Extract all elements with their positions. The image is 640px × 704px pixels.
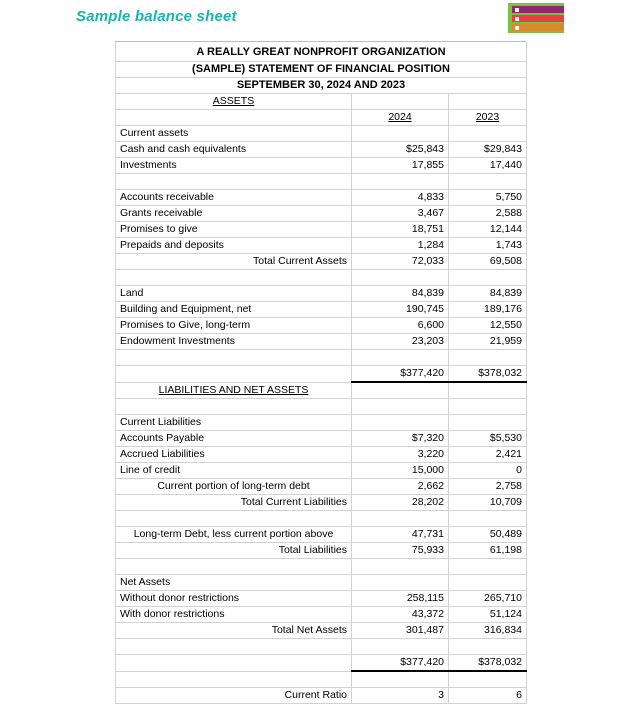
empty-cell xyxy=(449,382,527,399)
table-row xyxy=(116,222,527,238)
cell-2023: 2,758 xyxy=(449,479,527,495)
cell-2024: 2,662 xyxy=(352,479,449,495)
column-header-2023-text: 2023 xyxy=(475,111,500,123)
cell-2023: 316,834 xyxy=(449,623,527,639)
logo-dot-icon xyxy=(515,17,519,21)
table-row xyxy=(116,623,527,639)
cell-2024: 43,372 xyxy=(352,607,449,623)
column-header-2024 xyxy=(352,110,449,126)
table-row xyxy=(116,142,527,158)
row-label: Prepaids and deposits xyxy=(116,238,352,254)
section-label-liabilities xyxy=(116,382,352,399)
row-label: Without donor restrictions xyxy=(116,591,352,607)
cell-2024: $377,420 xyxy=(352,366,449,383)
table-row xyxy=(116,334,527,350)
row-label: Current Ratio xyxy=(116,688,352,704)
cell-2023: 51,124 xyxy=(449,607,527,623)
statement-heading-row-1 xyxy=(116,42,527,62)
cell-2024 xyxy=(352,415,449,431)
logo-bar-red xyxy=(512,15,564,22)
cell-2023: 1,743 xyxy=(449,238,527,254)
table-row xyxy=(116,671,527,688)
logo-bars xyxy=(512,6,564,33)
year-header-row xyxy=(116,110,527,126)
table-row xyxy=(116,399,527,415)
cell-2023: 21,959 xyxy=(449,334,527,350)
row-label: Investments xyxy=(116,158,352,174)
cell-2024: 84,839 xyxy=(352,286,449,302)
table-row xyxy=(116,511,527,527)
table-row xyxy=(116,286,527,302)
table-row xyxy=(116,543,527,559)
cell-2023: 6 xyxy=(449,688,527,704)
cell-2023 xyxy=(449,639,527,655)
table-row xyxy=(116,158,527,174)
row-label xyxy=(116,399,352,415)
table-row xyxy=(116,318,527,334)
cell-2024 xyxy=(352,399,449,415)
cell-2024 xyxy=(352,174,449,190)
cell-2024: $25,843 xyxy=(352,142,449,158)
cell-2024 xyxy=(352,350,449,366)
table-row xyxy=(116,495,527,511)
empty-cell xyxy=(449,94,527,110)
cell-2023: 12,550 xyxy=(449,318,527,334)
cell-2024 xyxy=(352,639,449,655)
empty-cell xyxy=(116,110,352,126)
cell-2023: 5,750 xyxy=(449,190,527,206)
cell-2024: 15,000 xyxy=(352,463,449,479)
row-label: Land xyxy=(116,286,352,302)
section-label-assets xyxy=(116,94,352,110)
statement-title-line-1: A REALLY GREAT NONPROFIT ORGANIZATION xyxy=(116,42,527,62)
cell-2024: 4,833 xyxy=(352,190,449,206)
row-label: Total Current Assets xyxy=(116,254,352,270)
row-label: Total Liabilities xyxy=(116,543,352,559)
table-row xyxy=(116,415,527,431)
table-row xyxy=(116,190,527,206)
row-label xyxy=(116,511,352,527)
cell-2024: 17,855 xyxy=(352,158,449,174)
statement-heading-row-2 xyxy=(116,62,527,78)
cell-2024: 6,600 xyxy=(352,318,449,334)
cell-2024 xyxy=(352,575,449,591)
cell-2024: 190,745 xyxy=(352,302,449,318)
cell-2023: 17,440 xyxy=(449,158,527,174)
logo-bar-purple xyxy=(512,6,564,13)
table-row xyxy=(116,575,527,591)
cell-2024: 18,751 xyxy=(352,222,449,238)
cell-2023 xyxy=(449,559,527,575)
row-label: Long-term Debt, less current portion above xyxy=(116,527,352,543)
row-label: Current assets xyxy=(116,126,352,142)
table-row xyxy=(116,655,527,672)
cell-2023: $5,530 xyxy=(449,431,527,447)
row-label xyxy=(116,174,352,190)
cell-2023: 2,588 xyxy=(449,206,527,222)
row-label xyxy=(116,559,352,575)
cell-2024 xyxy=(352,671,449,688)
cell-2024: 28,202 xyxy=(352,495,449,511)
row-label: Promises to give xyxy=(116,222,352,238)
cell-2023: 0 xyxy=(449,463,527,479)
table-row xyxy=(116,527,527,543)
row-label: Current Liabilities xyxy=(116,415,352,431)
column-header-2024-text: 2024 xyxy=(388,111,412,123)
organization-logo xyxy=(508,3,564,33)
row-label xyxy=(116,350,352,366)
cell-2023: 265,710 xyxy=(449,591,527,607)
cell-2024: 301,487 xyxy=(352,623,449,639)
section-header-liabilities xyxy=(116,382,527,399)
cell-2023: 61,198 xyxy=(449,543,527,559)
section-header-assets xyxy=(116,94,527,110)
cell-2023: 2,421 xyxy=(449,447,527,463)
logo-bar-orange xyxy=(512,24,564,31)
cell-2023: $29,843 xyxy=(449,142,527,158)
table-row xyxy=(116,463,527,479)
table-row xyxy=(116,302,527,318)
row-label: Endowment Investments xyxy=(116,334,352,350)
table-row xyxy=(116,447,527,463)
row-label xyxy=(116,655,352,672)
cell-2023: 10,709 xyxy=(449,495,527,511)
cell-2023: $378,032 xyxy=(449,366,527,383)
column-header-2023 xyxy=(449,110,527,126)
cell-2024: 1,284 xyxy=(352,238,449,254)
row-label: Building and Equipment, net xyxy=(116,302,352,318)
cell-2024: 3,467 xyxy=(352,206,449,222)
row-label: Accounts Payable xyxy=(116,431,352,447)
table-row xyxy=(116,126,527,142)
cell-2023 xyxy=(449,270,527,286)
logo-dot-icon xyxy=(515,26,519,30)
cell-2024 xyxy=(352,270,449,286)
row-label: Grants receivable xyxy=(116,206,352,222)
cell-2023: 12,144 xyxy=(449,222,527,238)
row-label: Cash and cash equivalents xyxy=(116,142,352,158)
row-label: Current portion of long-term debt xyxy=(116,479,352,495)
cell-2024 xyxy=(352,511,449,527)
table-row xyxy=(116,206,527,222)
row-label xyxy=(116,639,352,655)
statement-title-line-2: (SAMPLE) STATEMENT OF FINANCIAL POSITION xyxy=(116,62,527,78)
cell-2023: $378,032 xyxy=(449,655,527,672)
page-title: Sample balance sheet xyxy=(76,8,237,25)
cell-2024: 3,220 xyxy=(352,447,449,463)
row-label xyxy=(116,366,352,383)
cell-2023 xyxy=(449,126,527,142)
section-label-liabilities-text: LIABILITIES AND NET ASSETS xyxy=(158,383,309,396)
cell-2023 xyxy=(449,415,527,431)
cell-2023 xyxy=(449,350,527,366)
row-label: Line of credit xyxy=(116,463,352,479)
row-label: Total Current Liabilities xyxy=(116,495,352,511)
row-label: Net Assets xyxy=(116,575,352,591)
row-label: Accrued Liabilities xyxy=(116,447,352,463)
statement-table xyxy=(115,41,527,704)
cell-2023: 189,176 xyxy=(449,302,527,318)
cell-2023 xyxy=(449,174,527,190)
table-row xyxy=(116,270,527,286)
financial-statement xyxy=(115,41,526,704)
statement-heading-row-3 xyxy=(116,78,527,94)
row-label: Promises to Give, long-term xyxy=(116,318,352,334)
table-row xyxy=(116,591,527,607)
row-label: Total Net Assets xyxy=(116,623,352,639)
cell-2023 xyxy=(449,671,527,688)
statement-title-line-3: SEPTEMBER 30, 2024 AND 2023 xyxy=(116,78,527,94)
cell-2024: $7,320 xyxy=(352,431,449,447)
table-row xyxy=(116,639,527,655)
cell-2023 xyxy=(449,399,527,415)
empty-cell xyxy=(352,94,449,110)
cell-2024: 75,933 xyxy=(352,543,449,559)
table-row xyxy=(116,479,527,495)
section-label-assets-text: ASSETS xyxy=(212,95,255,107)
table-row xyxy=(116,431,527,447)
cell-2023: 69,508 xyxy=(449,254,527,270)
cell-2023 xyxy=(449,511,527,527)
cell-2024: 23,203 xyxy=(352,334,449,350)
cell-2024: 72,033 xyxy=(352,254,449,270)
table-row xyxy=(116,559,527,575)
table-row xyxy=(116,238,527,254)
empty-cell xyxy=(352,382,449,399)
cell-2023 xyxy=(449,575,527,591)
table-row xyxy=(116,254,527,270)
row-label xyxy=(116,671,352,688)
row-label: Accounts receivable xyxy=(116,190,352,206)
cell-2024: 3 xyxy=(352,688,449,704)
table-row xyxy=(116,366,527,383)
table-row xyxy=(116,350,527,366)
cell-2024 xyxy=(352,559,449,575)
logo-dot-icon xyxy=(515,8,519,12)
cell-2024: $377,420 xyxy=(352,655,449,672)
cell-2023: 50,489 xyxy=(449,527,527,543)
cell-2024: 258,115 xyxy=(352,591,449,607)
row-label: With donor restrictions xyxy=(116,607,352,623)
table-row xyxy=(116,688,527,704)
cell-2024 xyxy=(352,126,449,142)
cell-2024: 47,731 xyxy=(352,527,449,543)
table-row xyxy=(116,607,527,623)
table-row xyxy=(116,174,527,190)
cell-2023: 84,839 xyxy=(449,286,527,302)
row-label xyxy=(116,270,352,286)
